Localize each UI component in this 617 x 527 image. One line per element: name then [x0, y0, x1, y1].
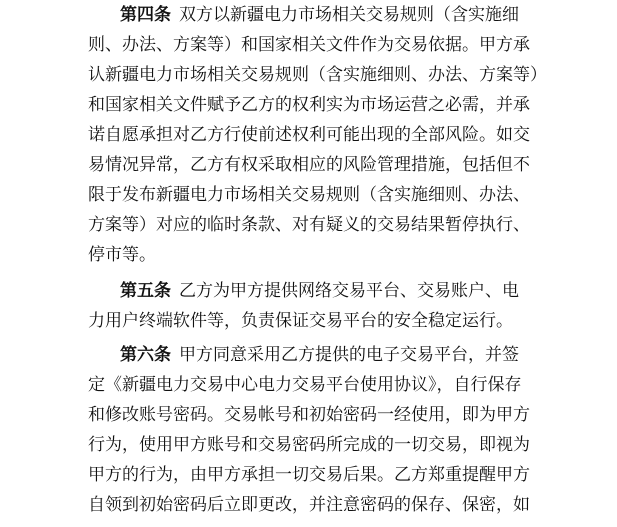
article-6-line-4: 行为，使用甲方账号和交易密码所完成的一切交易，即视为 [88, 435, 530, 455]
article-5-text-1: 乙方为甲方提供网络交易平台、交易账户、电 [179, 281, 519, 301]
article-4-line-1 [120, 2, 548, 28]
article-6-line-2: 定《新疆电力交易中心电力交易平台使用协议》，自行保存 [88, 375, 522, 395]
article-6-text-1: 甲方同意采用乙方提供的电子交易平台，并签 [179, 345, 519, 365]
article-4-text-1: 双方以新疆电力市场相关交易规则（含实施细 [179, 5, 519, 25]
article-4-line-5: 诺自愿承担对乙方行使前述权利可能出现的全部风险。如交 [88, 125, 530, 145]
article-4-line-3: 认新疆电力市场相关交易规则（含实施细则、办法、方案等） [88, 65, 547, 85]
article-4-line-4: 和国家相关文件赋予乙方的权利实为市场运营之必需，并承 [88, 95, 530, 115]
article-4-heading: 第四条 [120, 5, 171, 25]
article-6-heading: 第六条 [120, 345, 171, 365]
article-4-line-6: 易情况异常，乙方有权采取相应的风险管理措施，包括但不 [88, 155, 530, 175]
article-5-line-1 [120, 278, 548, 304]
article-5-line-2: 力用户终端软件等，负责保证交易平台的安全稳定运行。 [88, 311, 513, 331]
article-6-line-3: 和修改账号密码。交易帐号和初始密码一经使用，即为甲方 [88, 405, 530, 425]
article-4-line-8: 方案等）对应的临时条款、对有疑义的交易结果暂停执行、 [88, 215, 530, 235]
article-4-line-9: 停市等。 [88, 245, 156, 265]
article-6-line-1 [120, 342, 548, 368]
article-4-line-2: 则、办法、方案等）和国家相关文件作为交易依据。甲方承 [88, 35, 530, 55]
article-6-line-6: 自领到初始密码后立即更改，并注意密码的保存、保密，如 [88, 495, 530, 515]
article-4-line-7: 限于发布新疆电力市场相关交易规则（含实施细则、办法、 [88, 185, 530, 205]
article-6-line-5: 甲方的行为，由甲方承担一切交易后果。乙方郑重提醒甲方 [88, 465, 530, 485]
article-5-heading: 第五条 [120, 281, 171, 301]
